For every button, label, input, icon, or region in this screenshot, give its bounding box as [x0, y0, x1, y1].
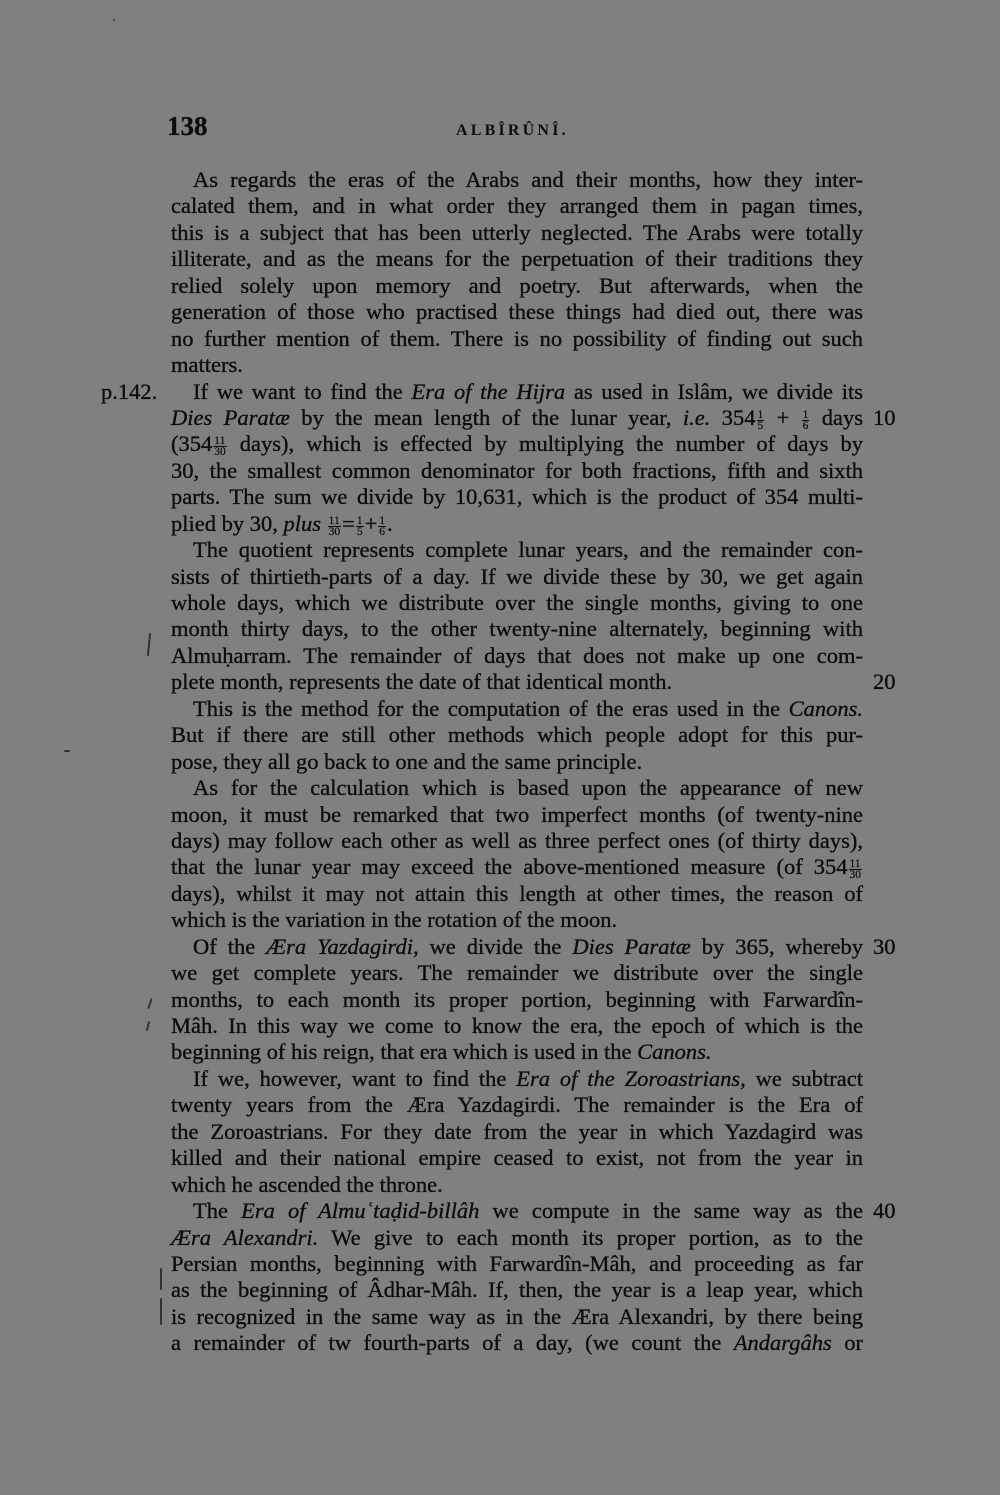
- italic-run: Dies Paratæ: [572, 933, 691, 959]
- text-line: [171, 564, 863, 590]
- text-line: [171, 881, 863, 907]
- fraction: [328, 516, 342, 537]
- text-run: The quotient represents complete lunar years, and the remainder con-: [193, 537, 863, 563]
- text-run: by 365, whereby: [690, 933, 863, 959]
- text-run: we compute in the same way as the: [479, 1198, 863, 1224]
- text-run: this is a subject that has been utterly neglected. The Arabs were totally: [171, 219, 863, 245]
- fraction-denominator: 30: [849, 869, 861, 882]
- text-line: [171, 749, 863, 775]
- text-line: [171, 511, 863, 537]
- text-line: [171, 1039, 863, 1065]
- text-run: we divide the: [418, 933, 573, 959]
- text-line: [171, 246, 863, 272]
- text-run: the Zoroastrians. For they date from the year in which Yazdagird was: [171, 1118, 863, 1144]
- italic-run: Dies Paratæ: [171, 404, 290, 430]
- margin-dash-mark: [64, 750, 70, 752]
- text-run: Almuḥarram. The remainder of days that does not make up one com-: [171, 642, 863, 668]
- text-line: [171, 1330, 863, 1356]
- running-title: ALBÎRÛNÎ.: [456, 122, 569, 139]
- text-line: [171, 696, 863, 722]
- text-run: parts. The sum we divide by 10,631, which is the product of 354 multi-: [171, 484, 863, 510]
- text-line: [171, 273, 863, 299]
- text-line: [171, 907, 863, 933]
- text-run: sists of thirtieth-parts of a day. If we divide these by 30, we get again: [171, 563, 863, 589]
- fraction-denominator: 30: [214, 446, 226, 459]
- paragraph: [171, 775, 863, 934]
- fraction: [213, 436, 227, 457]
- text-line: [171, 987, 863, 1013]
- text-line: [171, 590, 863, 616]
- text-run: by the mean length of the lunar year,: [289, 404, 683, 430]
- text-run: a remainder of tw fourth-parts of a day, (we count the: [171, 1330, 734, 1356]
- marginal-line-number: 40: [873, 1198, 896, 1224]
- text-run: Persian months, beginning with Farwardîn-Mâh, and proceeding as far: [171, 1250, 863, 1276]
- fraction-numerator: 11: [328, 514, 340, 527]
- italic-run: Canons.: [788, 695, 863, 721]
- text-run: But if there are still other methods which people adopt for this pur-: [171, 722, 863, 748]
- italic-run: Era of the Hijra: [411, 378, 566, 404]
- text-run: month thirty days, to the other twenty-nine alternately, beginning with: [171, 616, 863, 642]
- paragraph: [171, 933, 896, 1066]
- text-line: [171, 167, 863, 193]
- fraction: [849, 859, 863, 880]
- text-run: as the beginning of Âdhar-Mâh. If, then, the year is a leap year, which: [171, 1277, 863, 1303]
- text-line: [171, 802, 863, 828]
- text-run: +: [364, 510, 378, 536]
- paragraph: [171, 167, 863, 379]
- margin-pencil-mark: [160, 1268, 162, 1290]
- fraction-numerator: 1: [802, 408, 809, 421]
- text-line: [171, 352, 863, 378]
- text-run: moon, it must be remarked that two imperfect months (of twenty-nine: [171, 801, 863, 827]
- text-run: which he ascended the throne.: [171, 1171, 443, 1197]
- text-run: twenty years from the Æra Yazdagirdi. The remainder is the Era of: [171, 1092, 863, 1118]
- text-run: as used in Islâm, we divide its: [565, 378, 863, 404]
- text-line: [171, 1092, 863, 1118]
- text-line: [171, 933, 896, 960]
- paragraph: [171, 1198, 896, 1357]
- text-run: If we, however, want to find the: [193, 1065, 517, 1091]
- text-line: [171, 537, 863, 563]
- paragraph: [101, 378, 896, 538]
- text-run: relied solely upon memory and poetry. But afterwards, when the: [171, 272, 863, 298]
- text-line: [171, 431, 863, 457]
- italic-run: Canons.: [637, 1039, 712, 1065]
- scan-speck: [113, 19, 115, 21]
- marginal-page-reference: p.142.: [101, 378, 158, 404]
- text-run: .: [387, 510, 393, 536]
- text-run: beginning of his reign, that era which is used in the: [171, 1039, 638, 1065]
- text-line: [171, 643, 863, 669]
- text-run: We give to each month its proper portion, as to the: [318, 1224, 863, 1250]
- paragraph: [171, 537, 896, 696]
- text-line: [171, 458, 863, 484]
- text-run: plied by 30,: [171, 510, 284, 536]
- text-run: or: [831, 1330, 863, 1356]
- text-run: This is the method for the computation of the eras used in the: [193, 695, 789, 721]
- text-line: [171, 484, 863, 510]
- text-line: [171, 669, 896, 695]
- text-line: [171, 1013, 863, 1039]
- paragraph: [171, 696, 863, 775]
- text-run: days: [810, 404, 864, 430]
- text-run: killed and their national empire ceased to exist, not from the year in: [171, 1145, 863, 1171]
- text-run: (354: [171, 431, 213, 457]
- text-line: [171, 1145, 863, 1171]
- fraction-numerator: 11: [849, 858, 861, 871]
- fraction-numerator: 1: [379, 514, 386, 527]
- text-line: [171, 1225, 863, 1251]
- text-run: 354: [710, 404, 756, 430]
- marginal-line-number: 10: [873, 404, 896, 430]
- margin-pencil-mark: [160, 1298, 162, 1325]
- fraction: [356, 516, 364, 537]
- text-run: As for the calculation which is based upon the appearance of new: [193, 775, 863, 801]
- italic-run: Æra Yazdagirdi,: [266, 933, 419, 959]
- text-run: days), whilst it may not attain this length at other times, the reason of: [171, 880, 863, 906]
- italic-run: Andargâhs: [733, 1330, 832, 1356]
- text-run: =: [342, 510, 355, 536]
- italic-run: plus: [283, 510, 327, 536]
- margin-pencil-mark: [146, 1021, 150, 1031]
- text-line: [171, 1119, 863, 1145]
- italic-run: Era of Almuʿtaḍid-billâh: [241, 1198, 480, 1224]
- text-line: [171, 616, 863, 642]
- text-block: [101, 167, 896, 1357]
- text-run: days) may follow each other as well as three perfect ones (of thirty days),: [171, 827, 863, 853]
- text-line: [171, 828, 863, 854]
- italic-run: i.e.: [682, 404, 711, 430]
- text-line: [171, 960, 863, 986]
- text-line: [171, 854, 863, 880]
- fraction-denominator: 6: [802, 419, 809, 432]
- fraction-denominator: 6: [379, 525, 386, 538]
- text-line: [171, 1251, 863, 1277]
- marginal-line-number: 30: [873, 933, 896, 959]
- text-run: which is the variation in the rotation of the moon.: [171, 907, 618, 933]
- text-run: illiterate, and as the means for the perpetuation of their traditions they: [171, 246, 863, 272]
- text-line: [171, 326, 863, 352]
- text-run: that the lunar year may exceed the above-mentioned measure (of 354: [171, 854, 848, 880]
- text-line: [171, 220, 863, 246]
- text-run: no further mention of them. There is no possibility of finding out such: [171, 325, 863, 351]
- text-line: [171, 193, 863, 219]
- text-run: is recognized in the same way as in the Æra Alexandri, by there being: [171, 1303, 863, 1329]
- text-run: we get complete years. The remainder we distribute over the single: [171, 960, 863, 986]
- text-line: [171, 1198, 896, 1224]
- fraction-denominator: 30: [328, 525, 341, 538]
- text-run: As regards the eras of the Arabs and their months, how they inter-: [193, 167, 863, 192]
- text-run: we subtract: [745, 1065, 863, 1091]
- text-run: matters.: [171, 352, 243, 378]
- fraction: [378, 516, 386, 537]
- text-line: [171, 775, 863, 801]
- fraction-numerator: 11: [214, 435, 226, 448]
- text-line: [171, 299, 863, 325]
- text-line: [171, 722, 863, 748]
- text-run: Mâh. In this way we come to know the era, the epoch of which is the: [171, 1013, 863, 1038]
- fraction: [757, 410, 765, 431]
- text-line: [171, 1172, 863, 1198]
- fraction-numerator: 1: [757, 408, 764, 421]
- text-line: [101, 378, 863, 405]
- marginal-line-number: 20: [873, 669, 896, 695]
- text-run: generation of those who practised these things had died out, there was: [171, 299, 863, 325]
- text-run: If we want to find the: [193, 378, 412, 404]
- text-run: months, to each month its proper portion, beginning with Farwardîn-: [171, 986, 863, 1012]
- text-run: whole days, which we distribute over the single months, giving to one: [171, 590, 863, 615]
- fraction-denominator: 5: [356, 525, 363, 538]
- text-run: calated them, and in what order they arranged them in pagan times,: [171, 193, 863, 219]
- italic-run: Era of the Zoroastrians,: [516, 1065, 746, 1091]
- text-line: [171, 1304, 863, 1330]
- page-number: 138: [167, 111, 208, 141]
- text-run: plete month, represents the date of that identical month.: [171, 669, 673, 695]
- text-line: [171, 404, 896, 432]
- text-run: Of the: [193, 933, 267, 959]
- text-run: 30, the smallest common denominator for both fractions, fifth and sixth: [171, 457, 863, 483]
- text-run: days), which is effected by multiplying the number of days by: [227, 431, 863, 457]
- text-run: The: [193, 1198, 242, 1224]
- text-run: pose, they all go back to one and the same principle.: [171, 748, 643, 774]
- text-line: [171, 1277, 863, 1303]
- fraction-denominator: 5: [757, 419, 764, 432]
- text-run: +: [765, 404, 801, 430]
- margin-pencil-mark: [147, 998, 152, 1009]
- fraction-numerator: 1: [356, 514, 363, 527]
- fraction: [802, 410, 810, 431]
- paragraph: [171, 1066, 863, 1198]
- italic-run: Æra Alexandri.: [171, 1224, 319, 1250]
- margin-pencil-mark: [147, 633, 151, 656]
- text-line: [171, 1066, 863, 1092]
